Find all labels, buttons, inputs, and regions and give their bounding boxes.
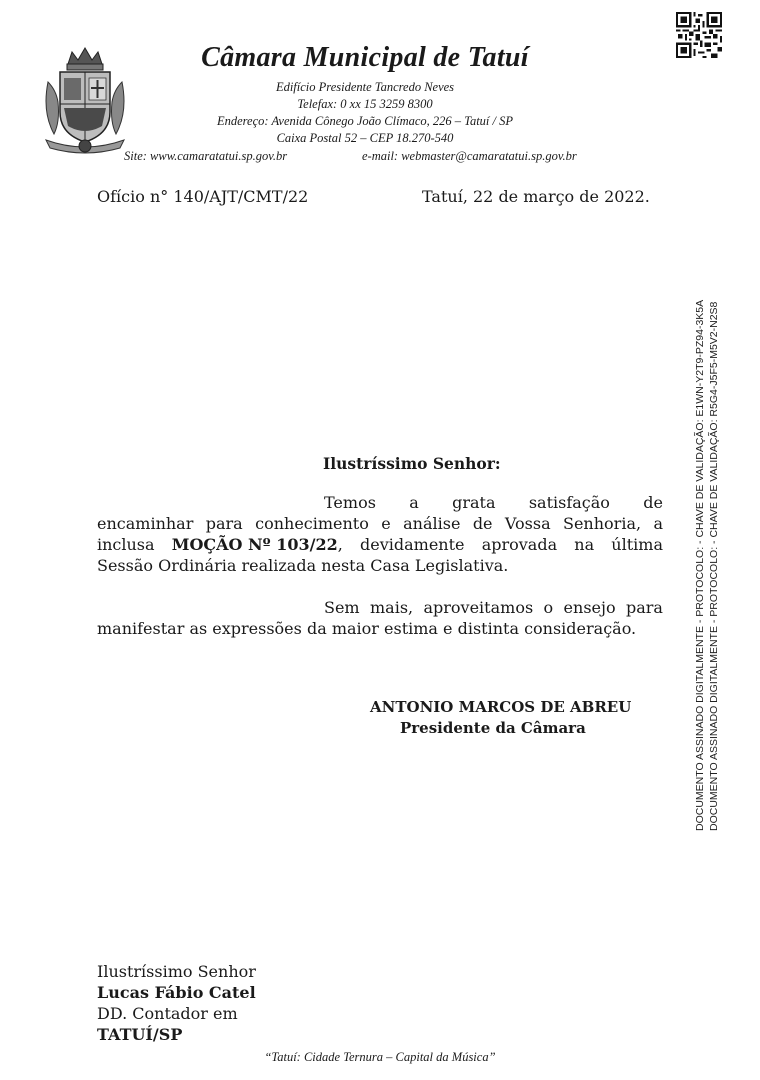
motion-reference <box>172 534 343 555</box>
paragraph-1 <box>97 492 663 576</box>
word: análise <box>403 514 461 533</box>
paragraph-1-line-3 <box>97 534 663 555</box>
word: para <box>205 514 243 533</box>
coat-of-arms-logo <box>40 42 130 154</box>
addressee-role: DD. Contador em <box>97 1004 238 1023</box>
paragraph-1-line-1 <box>97 492 663 513</box>
word: de <box>643 493 663 512</box>
word: Sem <box>324 598 360 617</box>
word: mais, <box>369 598 414 617</box>
word: para <box>625 598 663 617</box>
building-name: Edifício Presidente Tancredo Neves <box>275 80 455 94</box>
address: Endereço: Avenida Cônego João Clímaco, 226 – Tatuí / SP <box>216 114 514 128</box>
word: e <box>381 514 391 533</box>
stamp-line-1: DOCUMENTO ASSINADO DIGITALMENTE - PROTOCOLO: - CHAVE DE VALIDAÇÃO: E1WN-Y2T9-PZ94-3K5A <box>694 299 706 831</box>
stamp-line-2: DOCUMENTO ASSINADO DIGITALMENTE - PROTOCOLO: - CHAVE DE VALIDAÇÃO: R5G4-J5F5-M5V2-N2S8 <box>708 301 720 831</box>
signatory-name: ANTONIO MARCOS DE ABREU <box>370 698 632 716</box>
word: o <box>543 598 554 617</box>
office-number: Ofício n° 140/AJT/CMT/22 <box>97 187 309 206</box>
letter-date: Tatuí, 22 de março de 2022. <box>422 187 650 206</box>
word: ensejo <box>563 598 616 617</box>
telefax: Telefax: 0 xx 15 3259 8300 <box>297 97 433 111</box>
word: conhecimento <box>255 514 369 533</box>
postal-box: Caixa Postal 52 – CEP 18.270-540 <box>276 131 454 145</box>
motion-number: MOÇÃO Nº 103/22 <box>171 535 338 554</box>
word: Senhoria, <box>563 514 642 533</box>
paragraph-2-line-2: manifestar as expressões da maior estima e distinta consideração. <box>97 619 637 638</box>
word: , <box>337 535 343 554</box>
word: última <box>611 535 663 554</box>
institution-title: Câmara Municipal de Tatuí <box>201 42 529 73</box>
email: e-mail: webmaster@camaratatui.sp.gov.br <box>362 149 577 163</box>
word: a <box>653 514 663 533</box>
paragraph-1-line-2 <box>97 513 663 534</box>
paragraph-2-line-1 <box>97 597 663 618</box>
word: grata <box>452 493 496 512</box>
website: Site: www.camaratatui.sp.gov.br <box>124 149 288 163</box>
addressee-name: Lucas Fábio Catel <box>97 983 256 1002</box>
word: satisfação <box>528 493 610 512</box>
salutation: Ilustríssimo Senhor: <box>323 454 501 473</box>
word: Temos <box>324 493 376 512</box>
addressee-salute: Ilustríssimo Senhor <box>97 962 256 981</box>
word: inclusa <box>97 535 155 554</box>
word: Vossa <box>504 514 551 533</box>
word: na <box>574 535 595 554</box>
word: a <box>409 493 419 512</box>
word: aproveitamos <box>423 598 534 617</box>
word: aprovada <box>481 535 558 554</box>
word: encaminhar <box>97 514 194 533</box>
footer-motto: “Tatuí: Cidade Ternura – Capital da Música” <box>264 1050 496 1064</box>
digital-signature-stamp <box>693 291 729 831</box>
word: de <box>472 514 493 533</box>
paragraph-2 <box>97 597 663 639</box>
paragraph-1-line-4: Sessão Ordinária realizada nesta Casa Legislativa. <box>97 556 509 575</box>
signatory-role: Presidente da Câmara <box>400 719 586 737</box>
qr-code <box>676 12 722 58</box>
addressee-city: TATUÍ/SP <box>97 1025 183 1044</box>
word: devidamente <box>360 535 465 554</box>
